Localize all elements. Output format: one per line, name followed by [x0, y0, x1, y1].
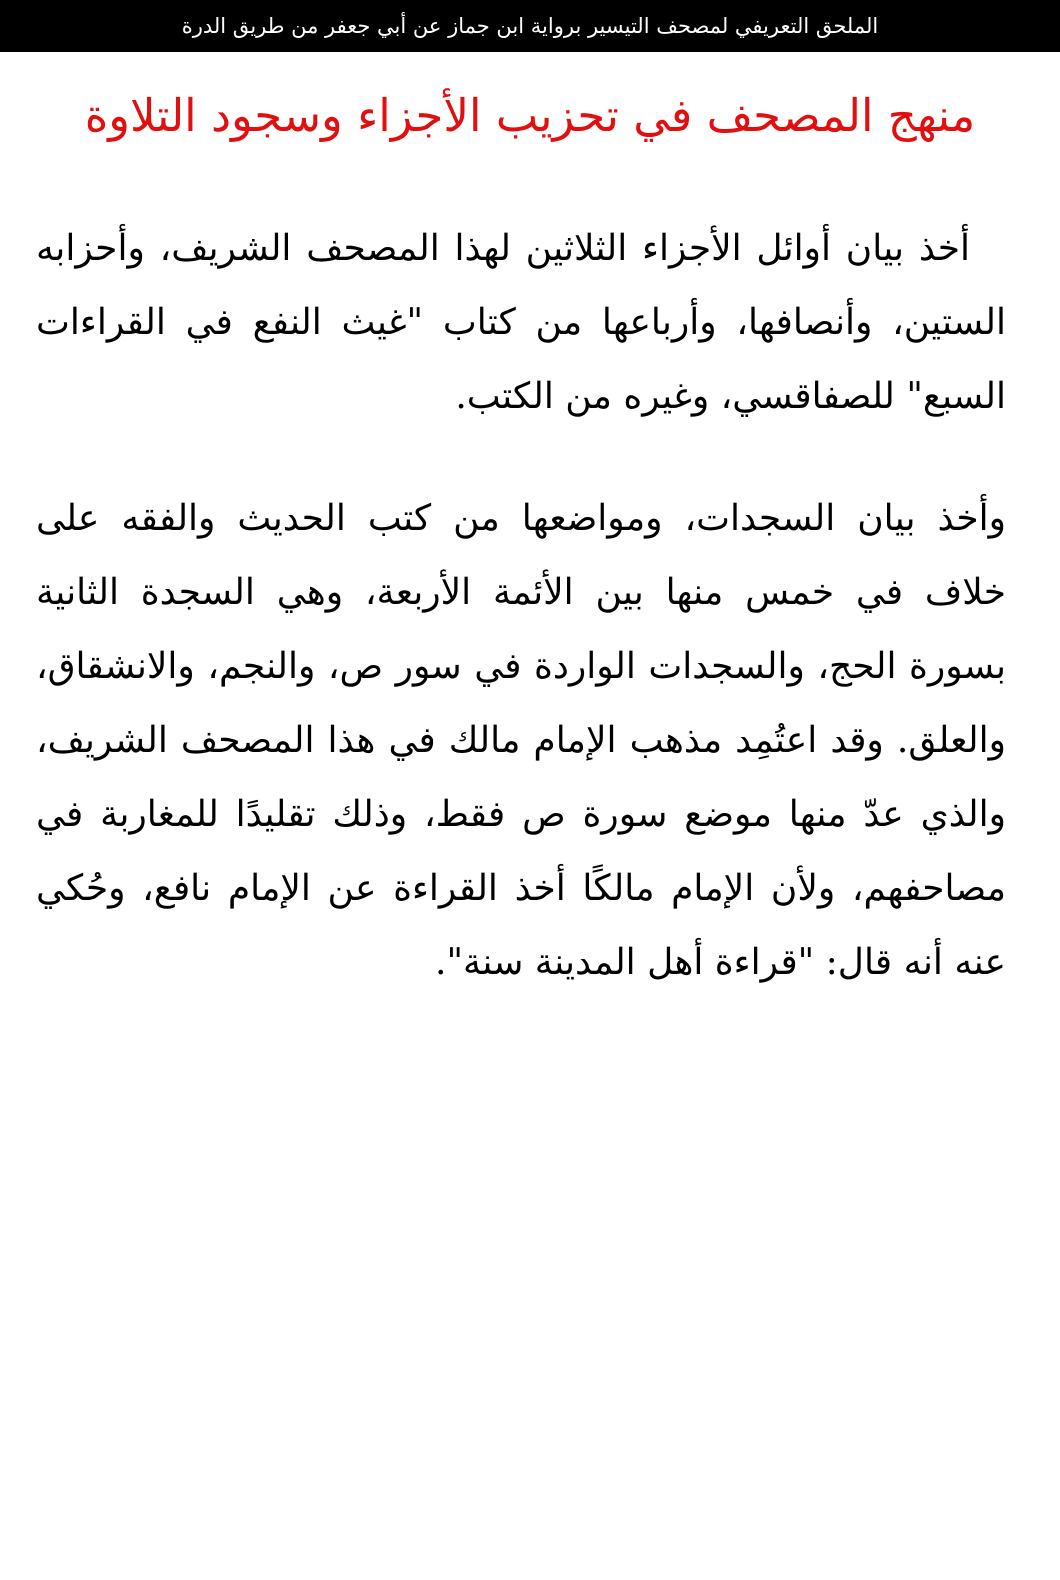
paragraph-juz-division: أخذ بيان أوائل الأجزاء الثلاثين لهذا المصحف الشريف، وأحزابه الستين، وأنصافها، وأرباعها من كتاب "غيث النفع في القراءات السبع" للصفاقسي، وغيره من الكتب.: [36, 228, 1006, 417]
header-bar: [0, 0, 1060, 52]
paragraph-sajdah: وأخذ بيان السجدات، ومواضعها من كتب الحديث والفقه على خلاف في خمس منها بين الأئمة الأربعة، وهي السجدة الثانية بسورة الحج، والسجدات الواردة في سور ص، والنجم، والانشقاق، والعلق. وقد اعتُمِد مذهب الإمام مالك في هذا المصحف الشريف، والذي عدّ منها موضع سورة ص فقط، وذلك تقليدًا للمغاربة في مصاحفهم، ولأن الإمام مالكًا أخذ القراءة عن الإمام نافع، وحُكي عنه أنه قال: "قراءة أهل المدينة سنة".: [36, 498, 1007, 983]
header-bar-text: الملحق التعريفي لمصحف التيسير برواية ابن جماز عن أبي جعفر من طريق الدرة: [181, 14, 879, 38]
content-body: [36, 212, 1006, 1000]
page-title: منهج المصحف في تحزيب الأجزاء وسجود التلاوة: [84, 89, 976, 142]
